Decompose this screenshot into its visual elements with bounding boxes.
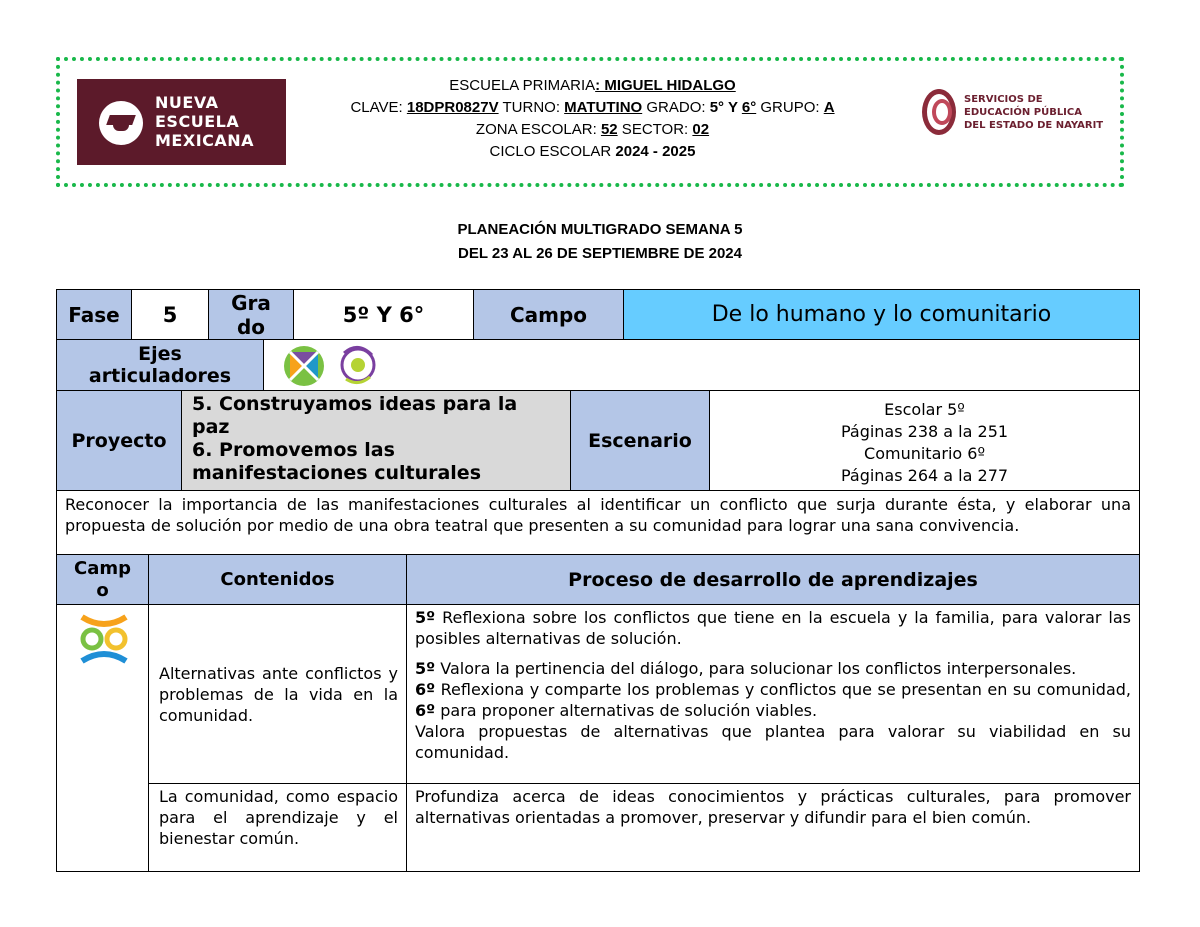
- table-bottom-line: [56, 871, 1140, 872]
- pda-4: Valora propuestas de alternativas que plantea para valorar su viabilidad en su comunidad.: [415, 722, 1131, 762]
- pda-cell-2: Profundiza acerca de ideas conocimientos y prácticas culturales, para promover alternativas orientadas a promover, preservar y difundir para el bien común.: [406, 783, 1140, 872]
- logo-text-1: NUEVA: [155, 93, 219, 112]
- clave-label: CLAVE:: [350, 99, 407, 116]
- pda-3-grade-2: 6º: [415, 701, 436, 720]
- pda-1-grade: 5º: [415, 608, 436, 627]
- sector-value: 02: [692, 121, 710, 138]
- sep-text-3: DEL ESTADO DE NAYARIT: [964, 120, 1104, 131]
- proyecto-line-2: 6. Promovemos las manifestaciones culturales: [192, 439, 481, 484]
- artes-icon: [342, 347, 374, 382]
- objetivo-text: Reconocer la importancia de las manifestaciones culturales al identificar un conflicto que surja durante ésta, y elaborar una propuesta de solución por medio de una obra teatral que presenten a su comunidad para lograr una sana convivencia.: [56, 490, 1140, 555]
- sector-label: SECTOR:: [617, 121, 693, 138]
- clave-value: 18DPR0827V: [406, 99, 499, 116]
- th-proceso: Proceso de desarrollo de aprendizajes: [406, 554, 1140, 605]
- proyecto-label: Proyecto: [56, 390, 182, 491]
- title-line-1: PLANEACIÓN MULTIGRADO SEMANA 5: [457, 221, 743, 238]
- escenario-line-1: Escolar 5º: [884, 400, 965, 419]
- grado-label: GRADO:: [642, 99, 710, 116]
- pda-3-text-b: para proponer alternativas de solución viables.: [435, 701, 818, 720]
- ejes-icons: [282, 343, 402, 389]
- campo-icon-cell: [56, 604, 149, 872]
- grado-value: 5° Y: [709, 99, 742, 116]
- pda-3: [415, 679, 1131, 721]
- sep-nayarit-logo: [922, 89, 1122, 145]
- contenido-1: Alternativas ante conflictos y problemas de la vida en la comunidad.: [148, 604, 407, 784]
- pda-2: [415, 658, 1131, 679]
- grado-table-value: 5º Y 6°: [293, 289, 474, 340]
- pda-3-grade: 6º: [415, 680, 436, 699]
- title-line-2: DEL 23 AL 26 DE SEPTIEMBRE DE 2024: [458, 245, 742, 262]
- pda-3-text-a: Reflexiona y comparte los problemas y conflictos que se presentan en su comunidad,: [435, 680, 1131, 699]
- school-label: ESCUELA PRIMARIA: [449, 77, 596, 94]
- nueva-escuela-mexicana-logo: [77, 79, 286, 165]
- campo-value: De lo humano y lo comunitario: [623, 289, 1140, 340]
- ejes-label: Ejes articuladores: [56, 339, 264, 391]
- grupo-label: GRUPO:: [756, 99, 824, 116]
- fase-value: 5: [131, 289, 209, 340]
- ciclo-label: CICLO ESCOLAR: [489, 143, 616, 160]
- school-name: : MIGUEL HIDALGO: [595, 77, 736, 94]
- logo-text-3: MEXICANA: [155, 131, 255, 150]
- proyecto-line-1: 5. Construyamos ideas para la paz: [192, 393, 518, 438]
- proyecto-value: [181, 390, 571, 491]
- sep-text-1: SERVICIOS DE: [964, 94, 1043, 105]
- pda-1: [415, 607, 1131, 649]
- zona-value: 52: [600, 121, 618, 138]
- school-info: [290, 75, 895, 163]
- humano-comunitario-icon: [74, 609, 134, 669]
- grupo-value: A: [823, 99, 835, 116]
- escenario-value: [709, 390, 1140, 491]
- th-campo: Campo: [56, 554, 149, 605]
- escenario-line-2: Páginas 238 a la 251: [840, 422, 1009, 441]
- campo-label: Campo: [473, 289, 624, 340]
- pda-cell-1: [406, 604, 1140, 784]
- logo-text-2: ESCUELA: [155, 112, 240, 131]
- interculturalidad-icon: [284, 346, 324, 386]
- escenario-label: Escenario: [570, 390, 710, 491]
- header-banner: [56, 57, 1124, 187]
- ejes-icons-cell: [263, 339, 1140, 391]
- ciclo-value: 2024 - 2025: [615, 143, 696, 160]
- escenario-line-4: Páginas 264 a la 277: [840, 466, 1009, 485]
- grado-table-label: Grado: [208, 289, 294, 340]
- pda-2-text: Valora la pertinencia del diálogo, para solucionar los conflictos interpersonales.: [435, 659, 1077, 678]
- pda-2-grade: 5º: [415, 659, 436, 678]
- escenario-line-3: Comunitario 6º: [864, 444, 985, 463]
- graduation-cap-icon: [99, 101, 143, 145]
- th-contenidos: Contenidos: [148, 554, 407, 605]
- sep-text-2: EDUCACIÓN PÚBLICA: [964, 107, 1082, 118]
- fase-label: Fase: [56, 289, 132, 340]
- zona-label: ZONA ESCOLAR:: [475, 121, 601, 138]
- contenido-2: La comunidad, como espacio para el aprendizaje y el bienestar común.: [148, 783, 407, 872]
- grado-value-2: 6°: [741, 99, 757, 116]
- pda-1-text: Reflexiona sobre los conflictos que tiene en la escuela y la familia, para valorar las posibles alternativas de solución.: [415, 608, 1131, 648]
- turno-value: MATUTINO: [564, 99, 643, 116]
- document-title: [0, 218, 1200, 266]
- turno-label: TURNO:: [498, 99, 565, 116]
